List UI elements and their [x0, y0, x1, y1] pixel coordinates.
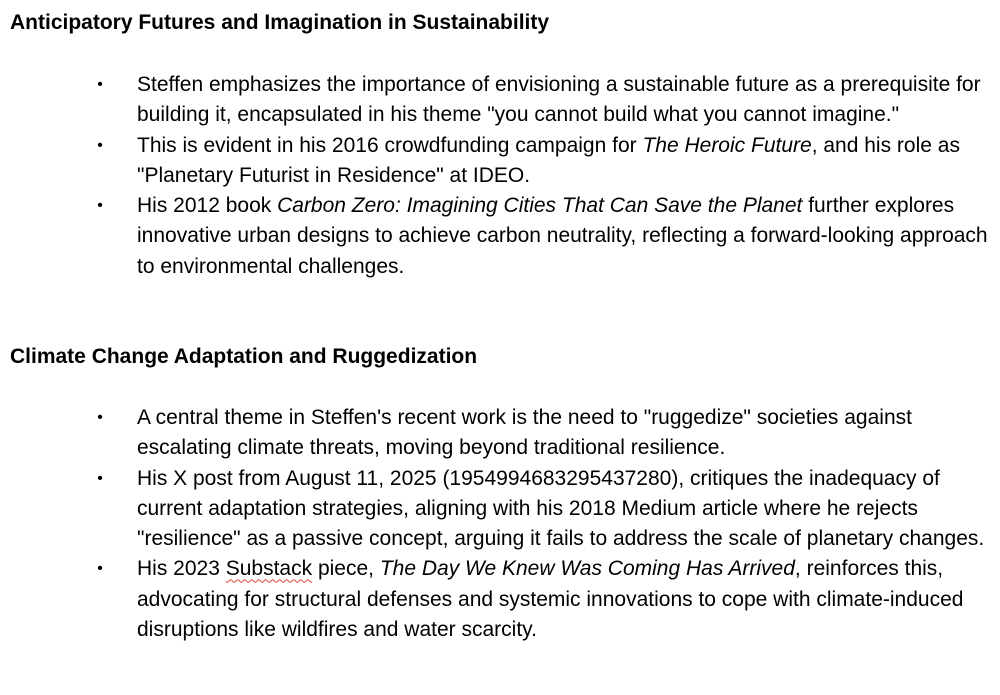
bullet-text	[137, 557, 963, 641]
bullet-list-anticipatory-futures	[10, 70, 995, 282]
text-run: His X post from August 11, 2025 (1954994683295437280), critiques the inadequacy of current adaptation strategies, aligning with his 2018 Medium article where he rejects "resilience" as a passive concept, arguing it fails to address the scale of planetary changes.	[137, 466, 985, 551]
spellcheck-word: Substack	[225, 557, 313, 581]
bullet-text	[137, 406, 912, 459]
bullet-dot-icon: •	[97, 409, 103, 426]
bullet-dot-icon: •	[97, 469, 103, 487]
text-run: A central theme in Steffen's recent work is the need to "ruggedize" societies against escalating climate threats, moving beyond traditional resilience.	[137, 406, 912, 460]
list-item	[10, 403, 995, 464]
text-run: His 2023	[137, 557, 226, 581]
list-item	[10, 70, 995, 131]
list-item	[10, 191, 995, 282]
text-run: This is evident in his 2016 crowdfunding campaign for	[137, 133, 643, 157]
text-run: Steffen emphasizes the importance of envisioning a sustainable future as a prerequisite for building it, encapsulated in his theme "you cannot build what you cannot imagine."	[137, 73, 981, 127]
text-run: , reinforces this, advocating for structural defenses and systemic innovations to cope with climate-induced disruptions like wildfires and water scarcity.	[137, 557, 964, 642]
text-run: , and his role as "Planetary Futurist in Residence" at IDEO.	[137, 133, 960, 187]
italic-title: The Heroic Future	[642, 133, 812, 157]
bullet-dot-icon: •	[97, 197, 103, 215]
bullet-text	[137, 467, 984, 551]
bullet-text	[137, 194, 988, 278]
bullet-dot-icon: •	[97, 76, 103, 93]
text-run: further explores innovative urban designs to achieve carbon neutrality, reflecting a forward-looking approach to environmental challenges.	[137, 194, 988, 278]
section-heading-climate-adaptation: Climate Change Adaptation and Ruggedization	[10, 345, 478, 368]
bullet-list-climate-adaptation	[10, 403, 995, 645]
bullet-text	[137, 134, 960, 187]
list-item	[10, 131, 995, 192]
section-heading-anticipatory-futures: Anticipatory Futures and Imagination in Sustainability	[10, 11, 550, 34]
text-run: piece,	[312, 557, 380, 581]
list-item	[10, 464, 995, 555]
list-item	[10, 554, 995, 645]
text-run: His 2012 book	[137, 194, 278, 218]
bullet-dot-icon: •	[97, 560, 103, 578]
italic-title: The Day We Knew Was Coming Has Arrived	[379, 557, 795, 581]
italic-title: Carbon Zero: Imagining Cities That Can Save the Planet	[277, 194, 803, 218]
bullet-text	[137, 73, 981, 126]
bullet-dot-icon: •	[97, 136, 103, 154]
